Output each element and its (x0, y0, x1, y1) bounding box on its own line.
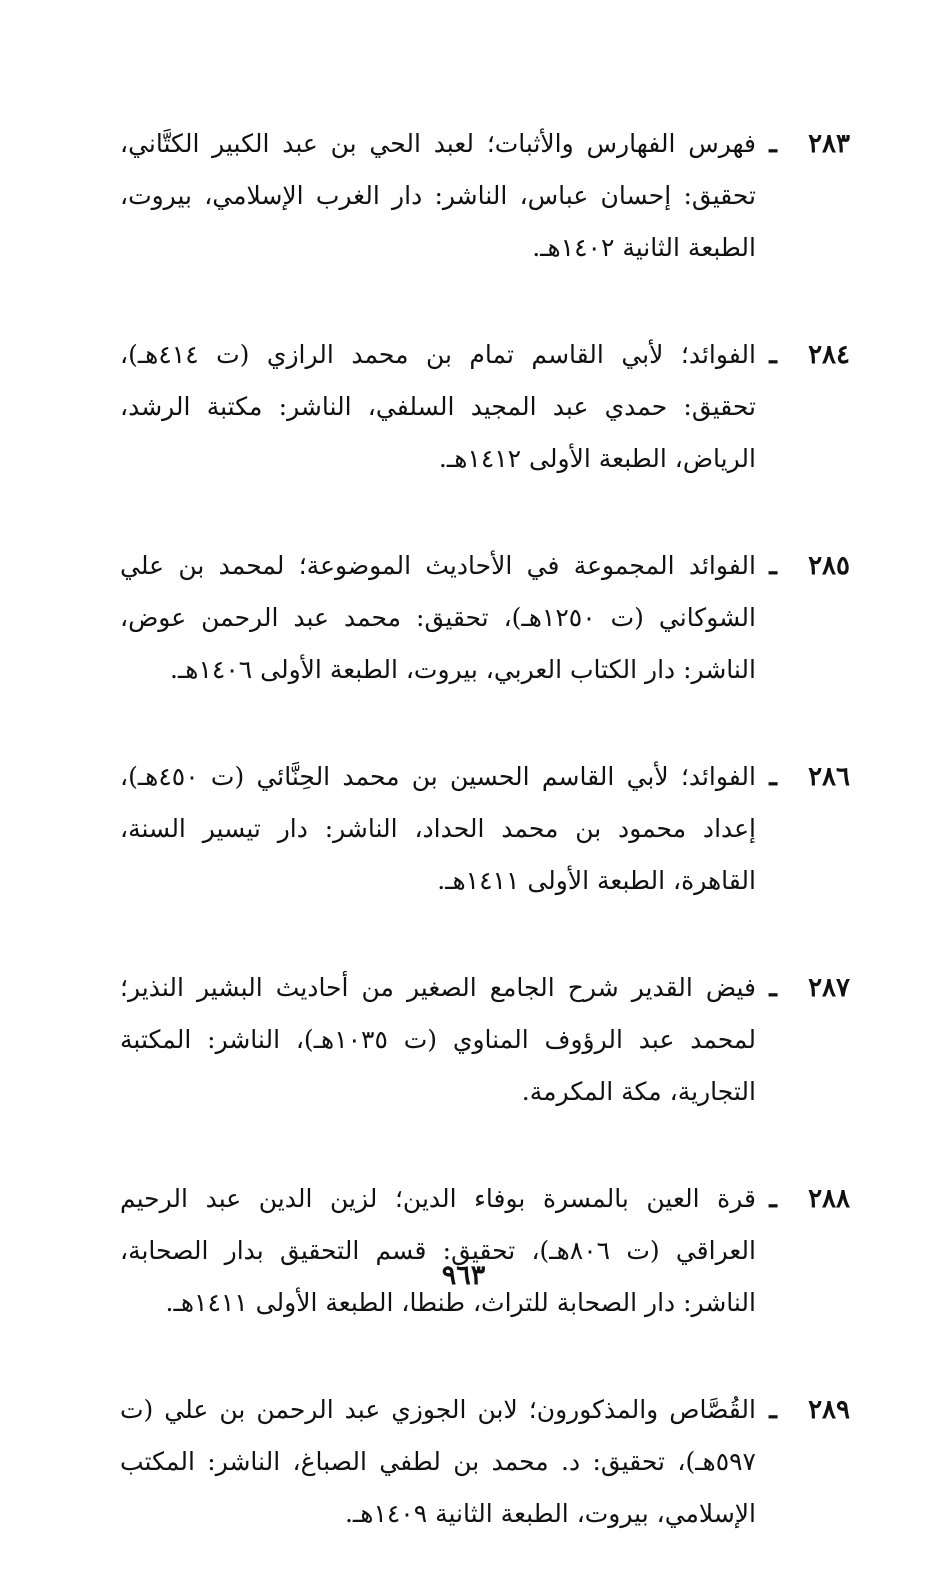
entry-number: ٢٨٩ (808, 1395, 850, 1425)
entry-dash: ـ (769, 129, 777, 159)
entry-number: ٢٨٦ (808, 762, 850, 792)
bibliography-entry (120, 118, 850, 274)
entry-number: ٢٨٧ (808, 973, 850, 1003)
entry-number: ٢٨٤ (808, 340, 850, 370)
entry-text: فيض القدير شرح الجامع الصغير من أحاديث البشير النذير؛ لمحمد عبد الرؤوف المناوي (ت ١٠٣٥هـ)، الناشر: المكتبة التجارية، مكة المكرمة. (120, 973, 756, 1106)
bibliography-entry (120, 1384, 850, 1540)
page-number: ٩٦٣ (441, 1260, 486, 1291)
entry-text: القُصَّاص والمذكورون؛ لابن الجوزي عبد الرحمن بن علي (ت ٥٩٧هـ)، تحقيق: د. محمد بن لطفي الصباغ، الناشر: المكتب الإسلامي، بيروت، الطبعة الثانية ١٤٠٩هـ. (120, 1395, 756, 1528)
entry-dash: ـ (769, 340, 777, 370)
bibliography-entry (120, 540, 850, 696)
entry-number: ٢٨٣ (808, 129, 850, 159)
entry-dash: ـ (769, 973, 777, 1003)
bibliography-entry (120, 1173, 850, 1329)
entry-number: ٢٨٨ (808, 1184, 850, 1214)
entry-text: الفوائد؛ لأبي القاسم تمام بن محمد الرازي (ت ٤١٤هـ)، تحقيق: حمدي عبد المجيد السلفي، الناشر: مكتبة الرشد، الرياض، الطبعة الأولى ١٤١٢هـ. (120, 340, 756, 473)
entry-text: الفوائد المجموعة في الأحاديث الموضوعة؛ لمحمد بن علي الشوكاني (ت ١٢٥٠هـ)، تحقيق: محمد عبد الرحمن عوض، الناشر: دار الكتاب العربي، بيروت، الطبعة الأولى ١٤٠٦هـ. (120, 551, 756, 684)
entry-dash: ـ (769, 551, 777, 581)
bibliography-entry (120, 329, 850, 485)
entry-dash: ـ (769, 1395, 777, 1425)
entry-dash: ـ (769, 1184, 777, 1214)
bibliography-entry (120, 962, 850, 1118)
entry-text: قرة العين بالمسرة بوفاء الدين؛ لزين الدين عبد الرحيم العراقي (ت ٨٠٦هـ)، تحقيق: قسم التحقيق بدار الصحابة، الناشر: دار الصحابة للتراث، طنطا، الطبعة الأولى ١٤١١هـ. (120, 1184, 756, 1317)
entry-text: الفوائد؛ لأبي القاسم الحسين بن محمد الحِنَّائي (ت ٤٥٠هـ)، إعداد محمود بن محمد الحداد، الناشر: دار تيسير السنة، القاهرة، الطبعة الأولى ١٤١١هـ. (120, 762, 756, 895)
bibliography-list (120, 118, 850, 1595)
entry-text: فهرس الفهارس والأثبات؛ لعبد الحي بن عبد الكبير الكتَّاني، تحقيق: إحسان عباس، الناشر: دار الغرب الإسلامي، بيروت، الطبعة الثانية ١٤٠٢هـ. (120, 129, 756, 262)
entry-dash: ـ (769, 762, 777, 792)
entry-number: ٢٨٥ (808, 551, 850, 581)
bibliography-entry (120, 751, 850, 907)
